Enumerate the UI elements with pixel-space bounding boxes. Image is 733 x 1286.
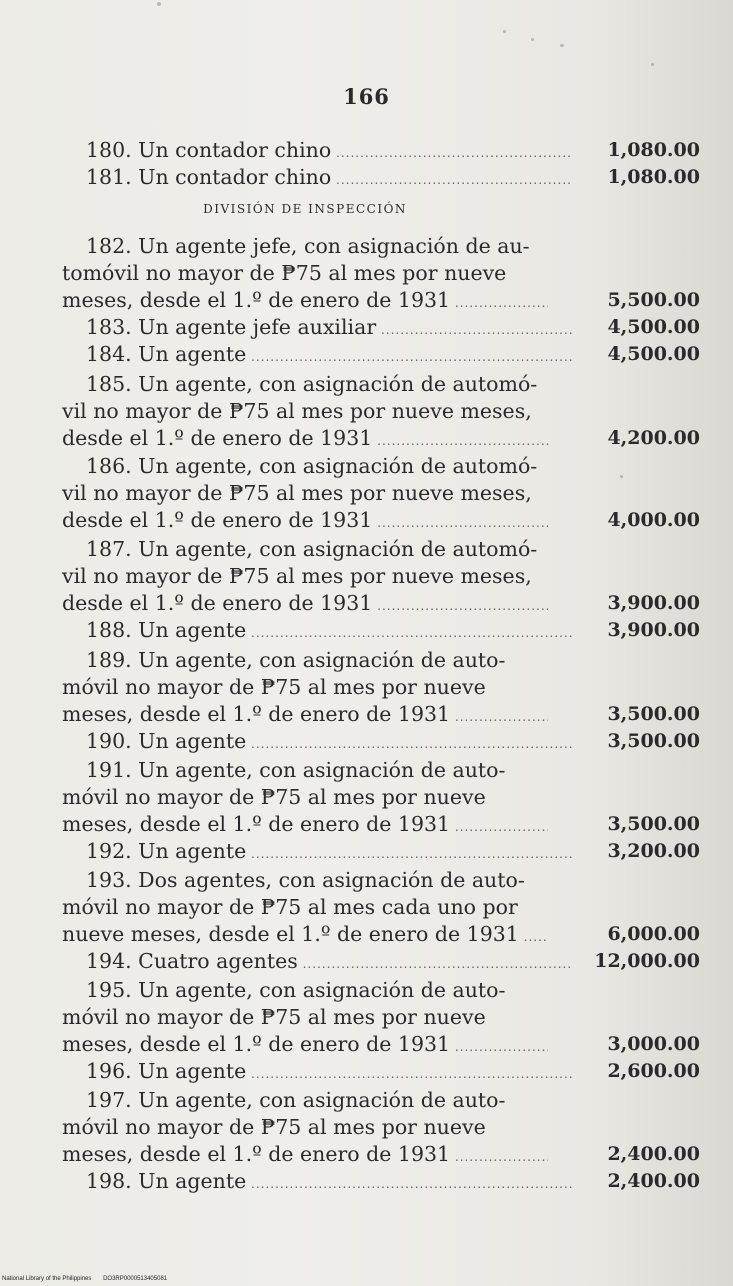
entry-amount: 1,080.00: [607, 166, 700, 188]
entry-text: desde el 1.º de enero de 1931 .....: [62, 424, 548, 455]
entry-line-first: [62, 1167, 700, 1195]
entry-text: 180. Un contador chino .....: [62, 136, 572, 167]
entry-line-first: [62, 616, 700, 644]
entry-line-continuation: [62, 673, 700, 701]
entry-text: 185. Un agente, con asignación de automó-: [86, 372, 538, 396]
entry-line-first: [62, 947, 700, 975]
entry-line-continuation: [62, 700, 700, 728]
entry-amount: 12,000.00: [594, 950, 700, 972]
entry-text: meses, desde el 1.º de enero de 1931 .....: [62, 286, 548, 317]
entry-text: vil no mayor de ₱75 al mes por nueve meses,: [62, 481, 532, 505]
entry-text: 188. Un agente .....: [62, 616, 572, 647]
entry-text: tomóvil no mayor de ₱75 al mes por nueve: [62, 261, 507, 285]
entry-amount: 3,200.00: [607, 840, 700, 862]
entry-line-first: [62, 837, 700, 865]
entry-line-first: [62, 340, 700, 368]
entry-text: meses, desde el 1.º de enero de 1931 .....: [62, 810, 548, 841]
page-number: 166: [343, 84, 390, 109]
entry-text: 193. Dos agentes, con asignación de auto-: [86, 868, 525, 892]
entry-text: 189. Un agente, con asignación de auto-: [86, 648, 506, 672]
entry-amount: 4,000.00: [607, 509, 700, 531]
scan-speck: [651, 63, 654, 66]
entry-line-continuation: [62, 1003, 700, 1031]
entry-text: 198. Un agente .....: [62, 1167, 572, 1198]
entry-line-continuation: [62, 1113, 700, 1141]
entry-amount: 2,600.00: [607, 1060, 700, 1082]
entry-text: 197. Un agente, con asignación de auto-: [86, 1088, 506, 1112]
entry-line-continuation: [62, 810, 700, 838]
entry-text: 191. Un agente, con asignación de auto-: [86, 758, 506, 782]
entry-text: meses, desde el 1.º de enero de 1931 .....: [62, 1140, 548, 1171]
scan-speck: [560, 44, 564, 47]
entry-amount: 4,500.00: [607, 343, 700, 365]
entry-line-first: [62, 136, 700, 164]
entry-amount: 4,200.00: [607, 427, 700, 449]
entry-text: móvil no mayor de ₱75 al mes por nueve: [62, 675, 486, 699]
entry-text: 186. Un agente, con asignación de automó-: [86, 454, 538, 478]
entry-text: 181. Un contador chino .....: [62, 163, 572, 194]
scan-speck: [157, 2, 161, 6]
entry-line-first: [62, 370, 700, 398]
entry-amount: 3,500.00: [607, 813, 700, 835]
entry-text: desde el 1.º de enero de 1931 .....: [62, 589, 548, 620]
entry-amount: 2,400.00: [607, 1170, 700, 1192]
entry-text: vil no mayor de ₱75 al mes por nueve meses,: [62, 399, 532, 423]
entry-amount: 3,000.00: [607, 1033, 700, 1055]
entry-line-first: [62, 232, 700, 260]
entry-line-first: [62, 866, 700, 894]
entry-line-first: [62, 727, 700, 755]
entry-amount: 3,500.00: [607, 703, 700, 725]
entry-line-continuation: [62, 424, 700, 452]
entry-line-first: [62, 756, 700, 784]
entry-amount: 4,500.00: [607, 316, 700, 338]
entry-text: 182. Un agente jefe, con asignación de au-: [86, 234, 530, 258]
entry-line-continuation: [62, 589, 700, 617]
entry-text: 196. Un agente .....: [62, 1057, 572, 1088]
entry-amount: 5,500.00: [607, 289, 700, 311]
entry-amount: 1,080.00: [607, 139, 700, 161]
entry-line-continuation: [62, 562, 700, 590]
entry-line-continuation: [62, 783, 700, 811]
entry-text: vil no mayor de ₱75 al mes por nueve meses,: [62, 564, 532, 588]
entry-text: desde el 1.º de enero de 1931 .....: [62, 506, 548, 537]
entry-line-first: [62, 313, 700, 341]
entry-text: móvil no mayor de ₱75 al mes por nueve: [62, 1005, 486, 1029]
section-heading: DIVISIÓN DE INSPECCIÓN: [203, 202, 407, 216]
entry-text: móvil no mayor de ₱75 al mes por nueve: [62, 785, 486, 809]
entry-line-continuation: [62, 893, 700, 921]
entry-line-first: [62, 163, 700, 191]
entry-line-continuation: [62, 286, 700, 314]
entry-text: 192. Un agente .....: [62, 837, 572, 868]
entry-text: 184. Un agente .....: [62, 340, 572, 371]
footer-library: National Library of the Philippines: [2, 1276, 92, 1282]
scan-speck: [503, 30, 506, 33]
entry-amount: 3,900.00: [607, 619, 700, 641]
entry-line-first: [62, 976, 700, 1004]
entry-text: meses, desde el 1.º de enero de 1931 .....: [62, 1030, 548, 1061]
entry-text: 194. Cuatro agentes .....: [62, 947, 572, 978]
entry-text: móvil no mayor de ₱75 al mes cada uno por: [62, 895, 518, 919]
entry-line-first: [62, 535, 700, 563]
entry-line-first: [62, 1086, 700, 1114]
entry-line-continuation: [62, 1030, 700, 1058]
entry-amount: 3,500.00: [607, 730, 700, 752]
entry-line-first: [62, 452, 700, 480]
entry-line-continuation: [62, 506, 700, 534]
entry-text: 195. Un agente, con asignación de auto-: [86, 978, 506, 1002]
footer-code: DO3RP0000513405081: [103, 1276, 168, 1282]
entry-amount: 2,400.00: [607, 1143, 700, 1165]
entry-line-continuation: [62, 259, 700, 287]
footer-source: [2, 1276, 177, 1282]
entry-line-continuation: [62, 397, 700, 425]
entry-line-continuation: [62, 920, 700, 948]
entry-line-first: [62, 1057, 700, 1085]
entry-text: 183. Un agente jefe auxiliar .....: [62, 313, 572, 344]
entry-text: nueve meses, desde el 1.º de enero de 1931 .....: [62, 920, 548, 951]
entry-line-continuation: [62, 1140, 700, 1168]
entry-text: meses, desde el 1.º de enero de 1931 .....: [62, 700, 548, 731]
scan-speck: [531, 38, 534, 41]
entry-amount: 3,900.00: [607, 592, 700, 614]
entry-amount: 6,000.00: [607, 923, 700, 945]
entry-text: móvil no mayor de ₱75 al mes por nueve: [62, 1115, 486, 1139]
entry-text: 190. Un agente .....: [62, 727, 572, 758]
entry-line-first: [62, 646, 700, 674]
entry-text: 187. Un agente, con asignación de automó-: [86, 537, 538, 561]
entry-line-continuation: [62, 479, 700, 507]
